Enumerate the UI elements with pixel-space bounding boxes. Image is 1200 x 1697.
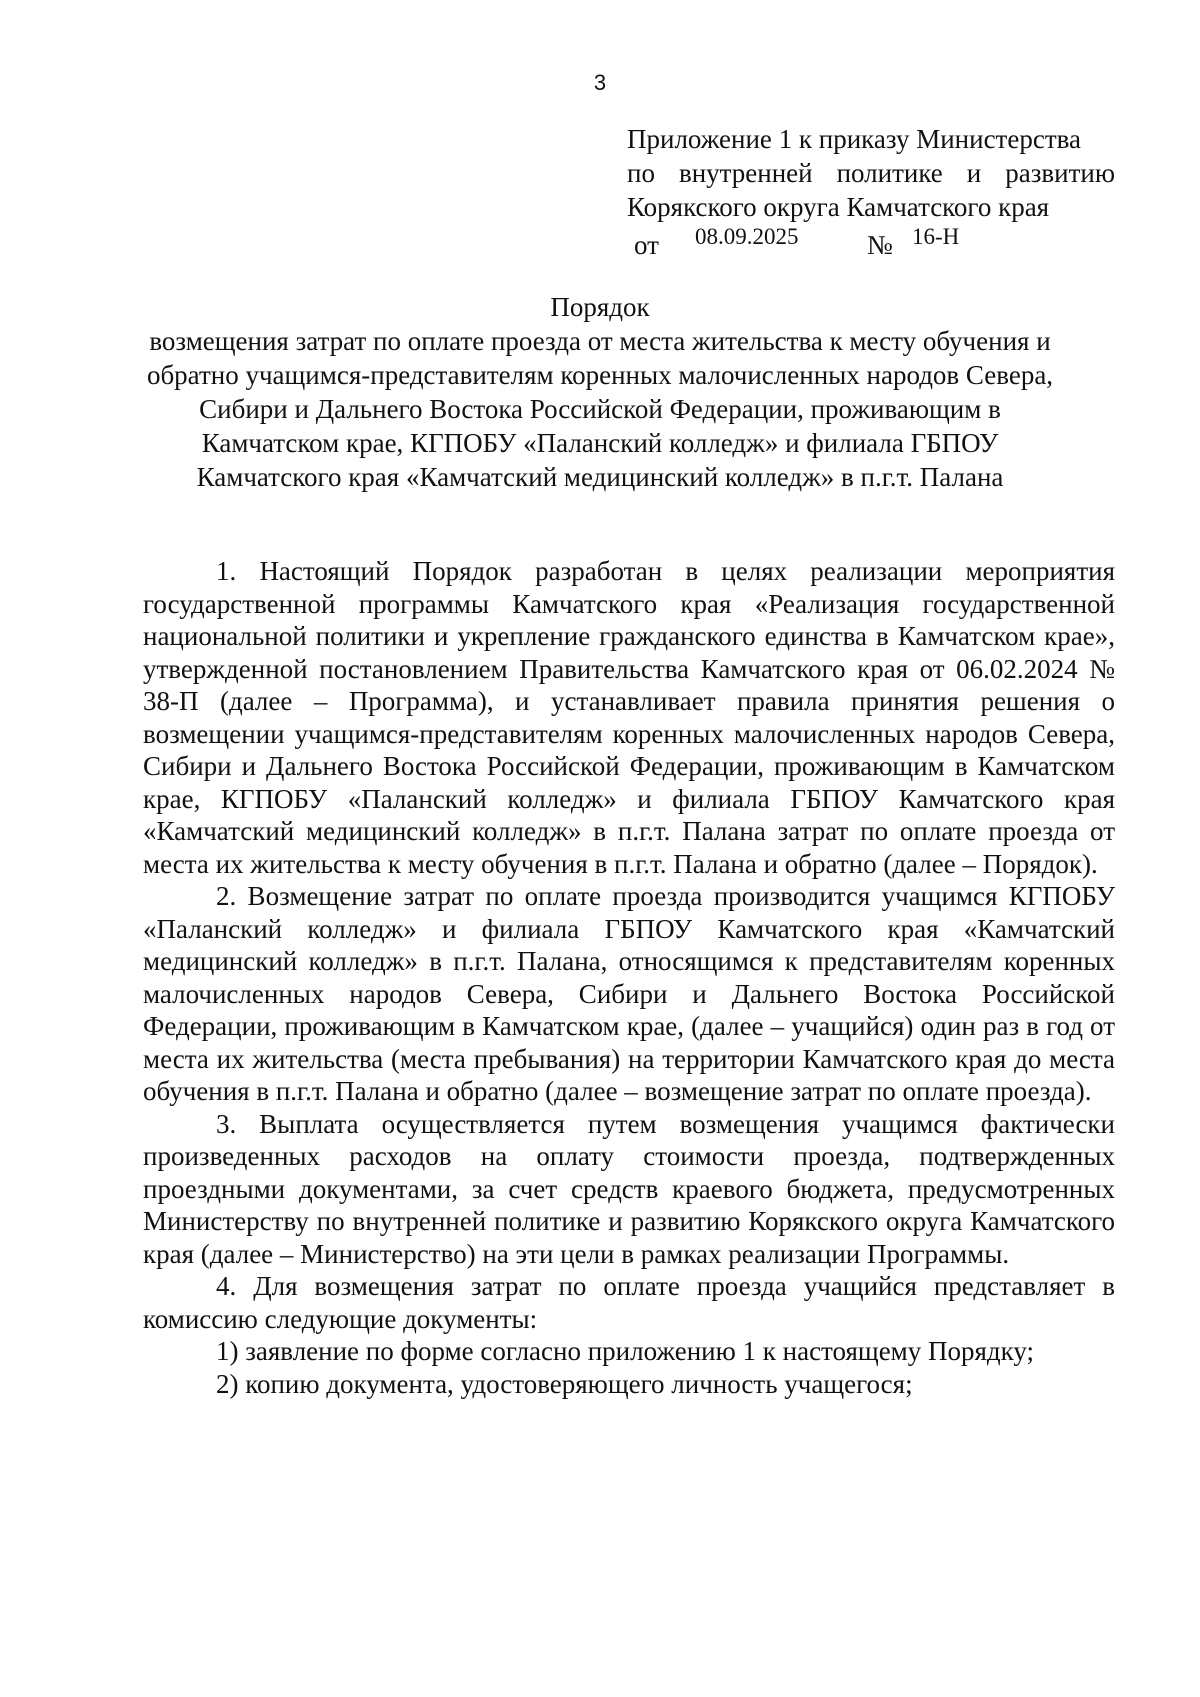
paragraph-4: 4. Для возмещения затрат по оплате проезда учащийся представляет в комиссию следующие документы: xyxy=(143,1271,1115,1334)
appendix-line-2: по внутренней политике и развитию xyxy=(627,158,1115,188)
paragraph-1: 1. Настоящий Порядок разработан в целях реализации мероприятия государственной программы Камчатского края «Реализация государственной национальной политики и укрепление гражданского единства в Камчатском крае», утвержденной постановлением Правительства Камчатского края от 06.02.2024 № 38-П (далее – Программа), и устанавливает правила принятия решения о возмещении учащимся-представителям коренных малочисленных народов Севера, Сибири и Дальнего Востока Российской Федерации, проживающим в Камчатском крае, КГПОБУ «Паланский колледж» и филиала ГБПОУ Камчатского края «Камчатский медицинский колледж» в п.г.т. Палана затрат по оплате проезда от места их жительства к месту обучения в п.г.т. Палана и обратно (далее – Порядок). xyxy=(143,556,1115,879)
list-item-1: 1) заявление по форме согласно приложению 1 к настоящему Порядку; xyxy=(216,1336,1035,1366)
paragraph-3: 3. Выплата осуществляется путем возмещения учащимся фактически произведенных расходов на оплату стоимости проезда, подтвержденных проездными документами, за счет средств краевого бюджета, предусмотренных Министерству по внутренней политике и развитию Корякского округа Камчатского края (далее – Министерство) на эти цели в рамках реализации Программы. xyxy=(143,1108,1115,1269)
appendix-header xyxy=(627,122,1115,258)
order-date-label: от xyxy=(634,230,659,260)
document-subtitle: возмещения затрат по оплате проезда от места жительства к месту обучения и обратно учащимся-представителям коренных малочисленных народов Севера, Сибири и Дальнего Востока Российской Федерации, проживающим в Камчатском крае, КГПОБУ «Паланский колледж» и филиала ГБПОУ Камчатского края «Камчатский медицинский колледж» в п.г.т. Палана xyxy=(146,326,1054,492)
order-number: 16-Н xyxy=(912,224,960,249)
page-number: 3 xyxy=(593,70,607,95)
document-body xyxy=(143,555,1115,1400)
paragraph-2: 2. Возмещение затрат по оплате проезда производится учащимся КГПОБУ «Паланский колледж» и филиала ГБПОУ Камчатского края «Камчатский медицинский колледж» в п.г.т. Палана, относящимся к представителям коренных малочисленных народов Севера, Сибири и Дальнего Востока Российской Федерации, проживающим в Камчатском крае, (далее – учащийся) один раз в год от места их жительства (места пребывания) на территории Камчатского края до места обучения в п.г.т. Палана и обратно (далее – возмещение затрат по оплате проезда). xyxy=(143,881,1115,1106)
appendix-line-3: Корякского округа Камчатского края xyxy=(627,192,1050,222)
order-date: 08.09.2025 xyxy=(695,224,799,249)
order-number-label: № xyxy=(867,230,893,260)
list-item-2: 2) копию документа, удостоверяющего личность учащегося; xyxy=(216,1368,913,1399)
appendix-line-1: Приложение 1 к приказу Министерства xyxy=(627,124,1082,154)
order-details xyxy=(627,224,1115,258)
document-title: Порядок xyxy=(550,292,650,322)
